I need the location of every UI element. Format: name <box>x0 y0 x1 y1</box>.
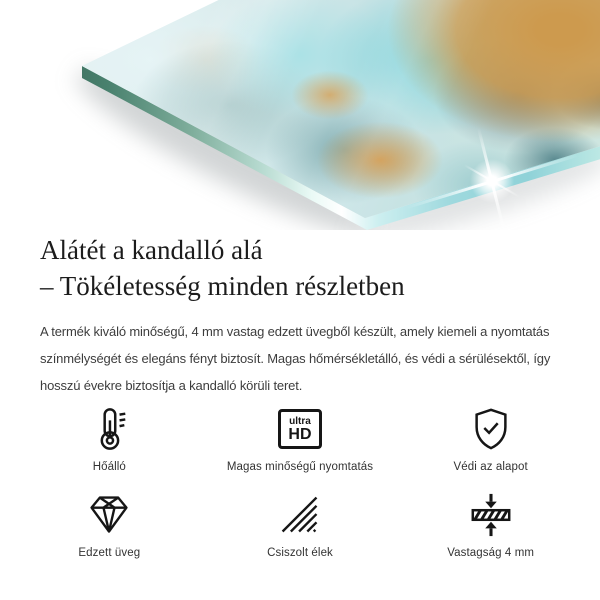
title-line-2: – Tökéletesség minden részletben <box>40 271 405 301</box>
feature-grid <box>0 405 600 559</box>
ultra-hd-text-bottom: HD <box>288 425 312 443</box>
feature-polished-edges <box>205 491 396 559</box>
shield-check-icon <box>468 405 514 453</box>
product-image <box>0 0 600 230</box>
feature-label: Hőálló <box>92 461 126 473</box>
ultra-hd-icon <box>278 405 322 453</box>
feature-label: Vastagság 4 mm <box>447 547 535 559</box>
feature-label: Edzett üveg <box>78 547 141 559</box>
description-line: színmélységét és elegáns fényt biztosít. Magas hőmérsékletálló, és védi a sérülésektől, így <box>40 351 551 366</box>
feature-label: Csiszolt élek <box>267 547 333 559</box>
page-title <box>40 232 560 304</box>
feature-tempered-glass <box>14 491 205 559</box>
thickness-icon <box>468 491 514 539</box>
description-line: A termék kiváló minőségű, 4 mm vastag edzett üvegből készült, amely kiemeli a nyomtatás <box>40 324 550 339</box>
feature-label: Magas minőségű nyomtatás <box>226 461 374 473</box>
thermometer-icon <box>86 405 132 453</box>
title-line-1: Alátét a kandalló alá <box>40 235 263 265</box>
feature-protects-base <box>395 405 586 473</box>
feature-ultra-hd-print <box>205 405 396 473</box>
feature-thickness-4mm <box>395 491 586 559</box>
description-line: hosszú évekre biztosítja a kandalló körüli teret. <box>40 378 303 393</box>
product-description <box>40 318 560 399</box>
feature-heat-resistant <box>14 405 205 473</box>
diamond-icon <box>85 491 133 539</box>
ultra-hd-text-top: ultra <box>289 415 311 427</box>
feature-label: Védi az alapot <box>453 461 528 473</box>
sparkle-ray <box>464 164 520 198</box>
polished-edges-icon <box>277 491 323 539</box>
